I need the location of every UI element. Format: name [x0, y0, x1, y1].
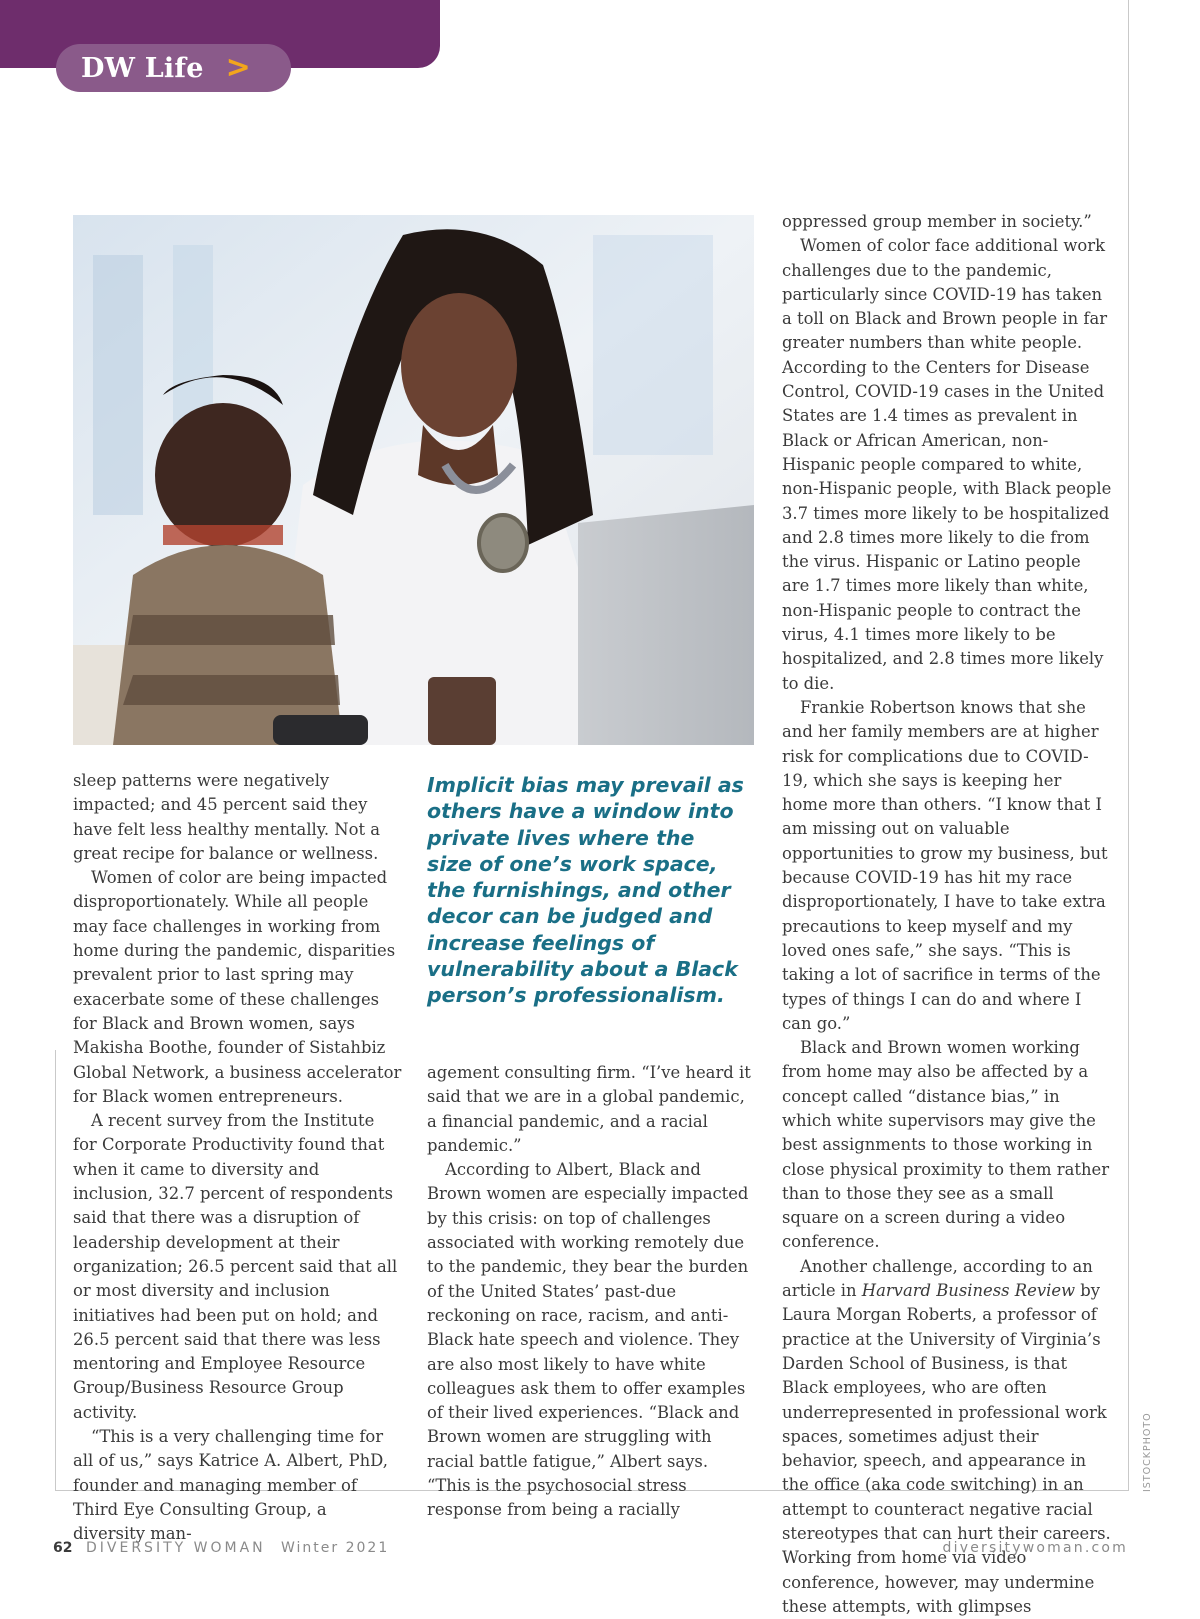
paragraph — [782, 1255, 1112, 1619]
paragraph: oppressed group member in society.” — [782, 212, 1092, 231]
text-run: by Laura Morgan Roberts, a professor of practice at the University of Virginia’s Darden School of Business, is that Black employees, who are often underrepresented in professional work spaces, sometimes adjust their behavior, speech, and appearance in the office (aka code switching) in an attempt to counteract negative racial stereotypes that can hurt their careers. Working from home via video conference, however, may undermine these attempts, with glimpses — [782, 1281, 1111, 1616]
article-photo — [73, 215, 754, 745]
page-frame-right — [1128, 0, 1129, 1490]
pull-quote: Implicit bias may prevail as others have a window into private lives where the size of one’s work space, the furnishings, and other decor can be judged and increase feelings of vulnerability about a Black person’s professionalism. — [427, 773, 744, 1008]
paragraph: agement consulting firm. “I’ve heard it said that we are in a global pandemic, a financial pandemic, and a racial pandemic.” — [427, 1063, 751, 1155]
website-link[interactable]: diversitywoman.com — [942, 1540, 1128, 1556]
section-name: DW Life — [81, 52, 204, 84]
article-column-3 — [782, 210, 1112, 1619]
paragraph: Women of color face additional work challenges due to the pandemic, particularly since COVID-19 has taken a toll on Black and Brown people in far greater numbers than white people. According to the Centers for Disease Control, COVID-19 cases in the United States are 1.4 times as prevalent in Black or African American, non-Hispanic people compared to white, non-Hispanic people, with Black people 3.7 times more likely to be hospitalized and 2.8 times more likely to die from the virus. Hispanic or Latino people are 1.7 times more likely than white, non-Hispanic people to contract the virus, 4.1 times more likely to be hospitalized, and 2.8 times more likely to die. — [782, 236, 1112, 693]
paragraph: sleep patterns were negatively impacted; and 45 percent said they have felt less healthy mentally. Not a great recipe for balance or wellness. — [73, 771, 381, 863]
publication-title: Harvard Business Review — [861, 1281, 1076, 1301]
issue-date: Winter 2021 — [281, 1540, 390, 1556]
chevron-right-icon: > — [225, 49, 251, 85]
photo-credit — [1142, 1410, 1156, 1492]
paragraph: Frankie Robertson knows that she and her family members are at higher risk for complications due to COVID-19, which she says is keeping her home more than others. “I know that I am missing out on valuable opportunities to grow my business, but because COVID-19 has hit my race disproportionately, I have to take extra precautions to keep myself and my loved ones safe,” she says. “This is taking a lot of sacrifice in terms of the types of things I can do and where I can go.” — [782, 697, 1108, 1033]
page-number: 62 — [53, 1540, 73, 1556]
paragraph: Black and Brown women working from home may also be affected by a concept called “distance bias,” in which white supervisors may give the best assignments to those working in close physical proximity to them rather than to those they see as a small square on a screen during a video conference. — [782, 1038, 1110, 1252]
paragraph: According to Albert, Black and Brown women are especially impacted by this crisis: on top of challenges associated with working remotely due to the pandemic, they bear the burden of the United States’ past-due reckoning on race, racism, and anti-Black hate speech and violence. They are also most likely to have white colleagues ask them to offer examples of their lived experiences. “Black and Brown women are struggling with racial battle fatigue,” Albert says. “This is the psychosocial stress response from being a racially — [427, 1160, 749, 1520]
photo-credit-text: ISTOCKPHOTO — [1142, 1412, 1153, 1492]
paragraph: “This is a very challenging time for all of us,” says Katrice A. Albert, PhD, founder and managing member of Third Eye Consulting Group, a diversity man- — [73, 1427, 388, 1544]
section-tag[interactable] — [56, 44, 291, 92]
text-run: Another challenge, according to an article in — [782, 1256, 1093, 1301]
article-column-1 — [73, 769, 403, 1547]
page-frame-left — [55, 1050, 56, 1491]
magazine-name: DIVERSITY WOMAN — [86, 1540, 266, 1556]
paragraph: Women of color are being impacted disproportionately. While all people may face challenges in working from home during the pandemic, disparities prevalent prior to last spring may exacerbate some of these challenges for Black and Brown women, says Makisha Boothe, founder of Sistahbiz Global Network, a business accelerator for Black women entrepreneurs. — [73, 868, 402, 1106]
paragraph: A recent survey from the Institute for Corporate Productivity found that when it came to diversity and inclusion, 32.7 percent of respondents said that there was a disruption of leadership development at their organization; 26.5 percent said that all or most diversity and inclusion initiatives had been put on hold; and 26.5 percent said that there was less mentoring and Employee Resource Group/Business Resource Group activity. — [73, 1111, 398, 1422]
article-column-2 — [427, 1061, 752, 1523]
